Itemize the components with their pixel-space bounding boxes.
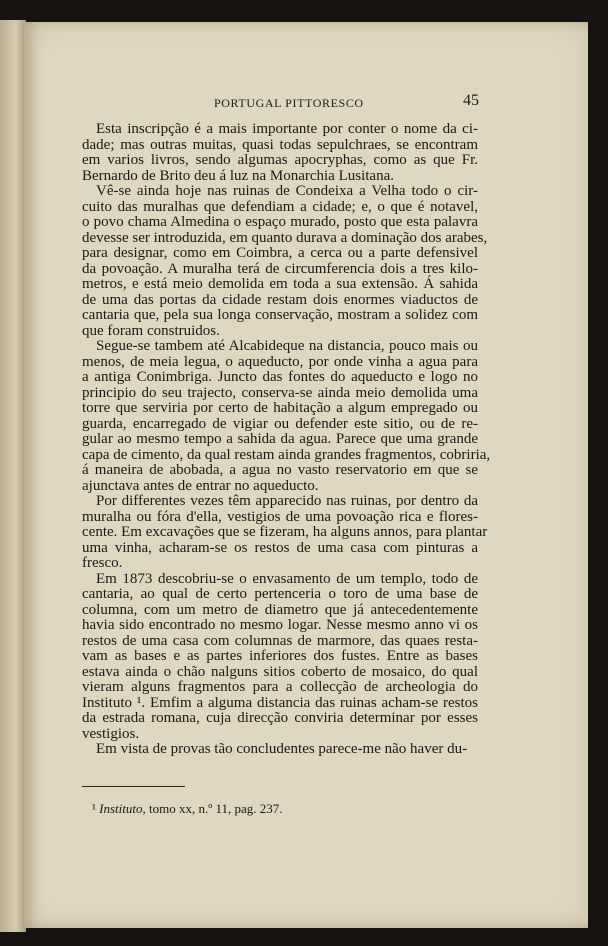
running-title: PORTUGAL PITTORESCO (214, 96, 364, 110)
text-line: Por differentes vezes têm apparecido nas ruinas, por dentro da (96, 493, 478, 509)
text-line: menos, de meia legua, o aqueducto, por onde vinha a agua para (82, 353, 478, 370)
text-line: principio do seu trajecto, conserva-se ainda meio demolida uma (82, 384, 478, 401)
text-line: Esta inscripção é a mais importante por conter o nome da ci- (96, 121, 478, 137)
text-line: de uma das portas da cidade restam dois enormes viaductos de (82, 291, 478, 308)
footnote-source: Instituto, (99, 801, 146, 816)
text-line: capa de cimento, da qual restam ainda grandes fragmentos, cobriria, (82, 446, 491, 463)
footnote (92, 801, 283, 817)
text-line: guarda, encarregado de vigiar ou defender este sitio, ou de re- (82, 415, 478, 432)
text-line: para designar, como em Coimbra, a cerca ou a parte defensivel (82, 245, 478, 261)
text-line: vieram alguns fragmentos para a collecção de archeologia do (82, 679, 478, 695)
text-line: cantaria, ao qual de certo pertenceria o toro de uma base de (82, 586, 478, 602)
text-line: ajunctava antes de entrar no aqueducto. (82, 477, 319, 494)
text-line: columna, com um metro de diametro que já antecedentemente (82, 601, 478, 618)
text-line: gular ao mesmo tempo a sahida da agua. Parece que uma grande (82, 431, 478, 447)
text-line: uma vinha, acharam-se os restos de uma casa com pinturas a (82, 539, 478, 556)
text-line: devesse ser introduzida, em quanto durava a dominação dos arabes, (82, 229, 488, 246)
text-line: Segue-se tambem até Alcabideque na distancia, pouco mais ou (96, 338, 478, 354)
text-line: á maneira de abobada, a agua no vasto reservatorio em que se (82, 462, 478, 478)
text-line: Vê-se ainda hoje nas ruinas de Condeixa a Velha todo o cir- (96, 183, 478, 199)
text-line: metros, e está meio demolida em toda a sua extensão. Á sahida (82, 276, 478, 292)
page-number: 45 (463, 92, 479, 109)
text-line: cente. Em excavações que se fizeram, ha alguns annos, para plantar (82, 524, 488, 540)
text-line: Instituto ¹. Emfim a alguma distancia das ruinas acham-se restos (82, 694, 478, 711)
text-line: restos de uma casa com columnas de marmore, das quaes resta- (82, 632, 478, 649)
text-line: a antiga Conimbriga. Juncto das fontes do aqueducto e logo no (82, 369, 478, 385)
text-line: fresco. (82, 555, 123, 571)
text-line: cantaria que, pela sua longa conservação, mostram a solidez com (82, 307, 478, 323)
footnote-rule (82, 786, 185, 787)
text-line: Em 1873 descobriu-se o envasamento de um templo, todo de (96, 570, 478, 587)
text-line: que foram construidos. (82, 322, 220, 339)
text-line: em varios livros, sendo algumas apocryphas, como as que Fr. (82, 152, 478, 168)
text-line: da estrada romana, cuja direcção conviria determinar por esses (82, 710, 478, 726)
text-line: da povoação. A muralha terá de circumferencia dois a tres kilo- (82, 260, 478, 277)
text-line: o povo chama Almedina o espaço murado, posto que esta palavra (82, 214, 478, 230)
text-line: vestigios. (82, 725, 140, 742)
text-line: muralha ou fóra d'ella, vestigios de uma povoação rica e flores- (82, 508, 478, 525)
text-line: estava ainda o chão nalguns sitios coberto de mosaico, do qual (82, 663, 478, 680)
footnote-reference: tomo xx, n.º 11, pag. 237. (149, 801, 283, 816)
text-line: cuito das muralhas que defendiam a cidade; e, o que é notavel, (82, 198, 478, 215)
footnote-marker: ¹ (92, 801, 96, 816)
page-header (24, 92, 588, 116)
text-line: Em vista de provas tão concludentes parece-me não haver du- (96, 741, 468, 757)
previous-page-edge (0, 20, 26, 932)
text-line: havia sido encontrado no mesmo logar. Nesse mesmo anno vi os (82, 617, 478, 633)
text-line: dade; mas outras muitas, quasi todas sepulchraes, se encontram (82, 136, 478, 153)
text-line: Bernardo de Brito deu á luz na Monarchia Lusitana. (82, 167, 394, 184)
book-page (24, 22, 588, 928)
text-line: vam as bases e as partes inferiores dos fustes. Entre as bases (82, 648, 478, 664)
body-text (82, 121, 491, 758)
text-line: torre que serviria por certo de habitação a algum empregado ou (82, 400, 478, 416)
